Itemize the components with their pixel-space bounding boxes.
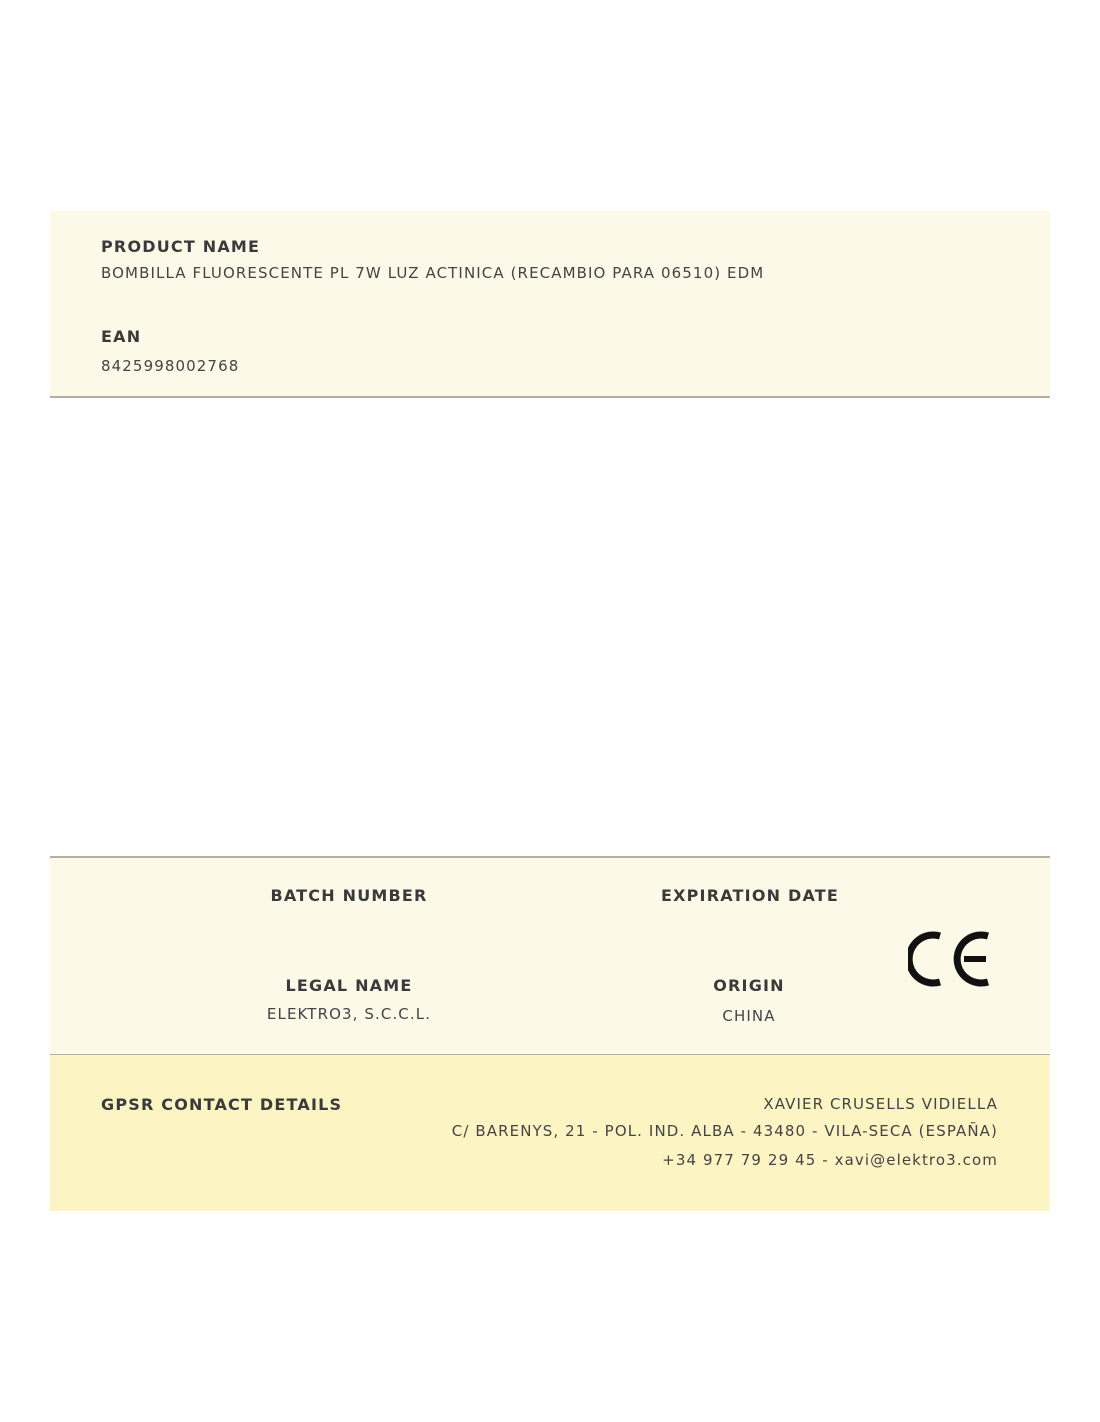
ce-mark-icon: [908, 928, 992, 990]
product-name-value: BOMBILLA FLUORESCENTE PL 7W LUZ ACTINICA (RECAMBIO PARA 06510) EDM: [101, 264, 765, 282]
gpsr-contact-name: XAVIER CRUSELLS VIDIELLA: [763, 1095, 998, 1113]
origin-value: CHINA: [722, 1007, 776, 1025]
expiration-date-label: EXPIRATION DATE: [660, 886, 840, 905]
product-details-panel: [50, 856, 1050, 1056]
gpsr-contact-address: C/ BARENYS, 21 - POL. IND. ALBA - 43480 - VILA-SECA (ESPAÑA): [451, 1122, 998, 1140]
ean-label: EAN: [101, 327, 142, 346]
legal-name-value: ELEKTRO3, S.C.C.L.: [266, 1005, 432, 1023]
product-name-label: PRODUCT NAME: [101, 237, 261, 256]
batch-number-label: BATCH NUMBER: [270, 886, 428, 905]
gpsr-contact-label: GPSR CONTACT DETAILS: [101, 1095, 343, 1114]
origin-label: ORIGIN: [713, 976, 785, 995]
legal-name-label: LEGAL NAME: [285, 976, 413, 995]
ean-value: 8425998002768: [101, 357, 240, 375]
gpsr-contact-phone-email: +34 977 79 29 45 - xavi@elektro3.com: [662, 1151, 998, 1169]
gpsr-contact-panel: [50, 1055, 1050, 1211]
product-panel: [50, 211, 1050, 398]
